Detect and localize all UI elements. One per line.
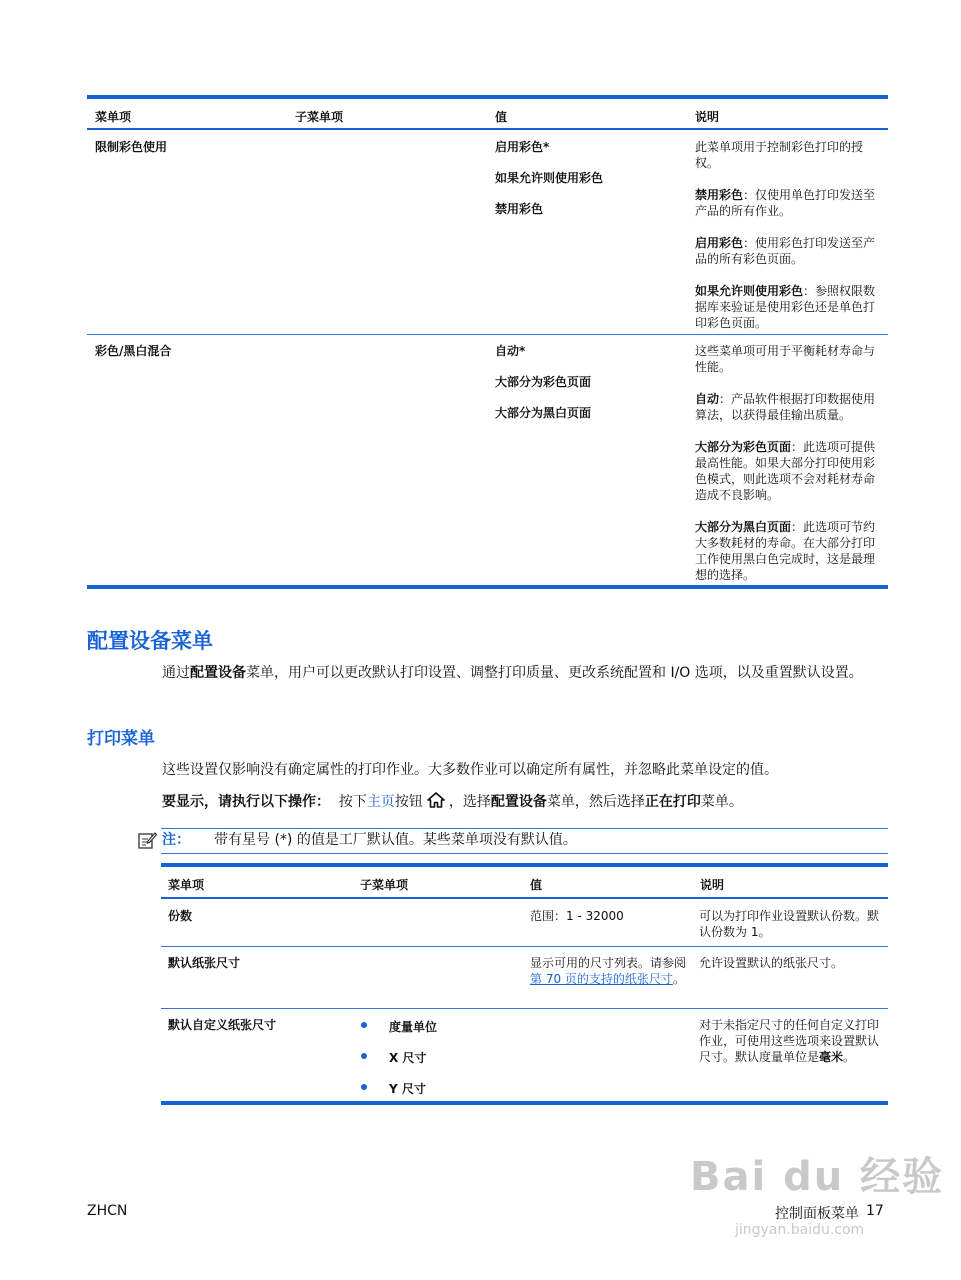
table1-row-divider [87,334,888,335]
section-title-configure-device: 配置设备菜单 [87,629,213,653]
home-link-text: 主页 [366,794,395,810]
list-item: 度量单位 [361,1018,437,1049]
desc-entry: 大部分为彩色页面：此选项可提供最高性能。如果大部分打印使用彩色模式，则此选项不会对耗材寿命造成不良影响。 [695,440,876,502]
table-row-description [695,343,881,599]
table2-top-rule [161,863,888,867]
desc-entry: 如果允许则使用彩色：参照权限数据库来验证是使用彩色还是单色打印彩色页面。 [695,284,876,330]
print-menu-paragraph: 这些设置仅影响没有确定属性的打印作业。大多数作业可以确定所有属性，并忽略此菜单设定的值。 [162,762,778,778]
value-option: 大部分为彩色页面 [495,375,592,389]
table2-header-item: 菜单项 [168,878,205,892]
value-option: 禁用彩色 [495,202,544,216]
table-row-description: 可以为打印作业设置默认份数。默认份数为 1。 [699,909,880,939]
note-top-rule [161,828,888,829]
value-option: 大部分为黑白页面 [495,406,592,420]
table-row-description [695,139,881,347]
section-title-print-menu: 打印菜单 [87,729,155,749]
table1-bottom-rule [87,585,888,589]
table2-row-divider [161,1008,888,1009]
supported-paper-sizes-link[interactable]: 第 70 页的支持的纸张尺寸 [530,972,673,986]
table1-header-value: 值 [495,110,508,124]
table2-row-divider [161,946,888,947]
note-icon [137,830,157,850]
value-option: 自动* [495,344,526,358]
table-row-item: 份数 [168,909,193,923]
value-option: 启用彩色* [495,140,550,154]
desc-intro: 这些菜单项可用于平衡耗材寿命与性能。 [695,344,876,374]
table1-header-sub: 子菜单项 [295,110,344,124]
table-row-values [495,343,675,436]
value-option: 如果允许则使用彩色 [495,171,604,185]
list-item: Y 尺寸 [361,1080,437,1111]
table-row-item: 默认自定义纸张尺寸 [168,1018,277,1032]
desc-entry: 大部分为黑白页面：此选项可节约大多数耗材的寿命。在大部分打印工作使用黑白色完成时，这是最理想的选择。 [695,520,876,582]
table-row-values [495,139,675,232]
table2-header-desc: 说明 [700,878,725,892]
table-row-description: 允许设置默认的纸张尺寸。 [699,956,844,970]
table-row-description: 对于未指定尺寸的任何自定义打印作业，可使用这些选项来设置默认尺寸。默认度量单位是毫米。 [699,1018,880,1064]
table-row-item: 默认纸张尺寸 [168,956,241,970]
submenu-list [361,1018,437,1111]
table1-header-item: 菜单项 [95,110,132,124]
note-text-line [162,830,577,850]
table-row-item: 彩色/黑白混合 [95,344,172,358]
table1-header-rule [87,128,888,130]
footer-left: ZHCN [87,1203,128,1219]
table-row-value: 显示可用的尺寸列表。请参阅第 70 页的支持的纸张尺寸。 [530,956,687,986]
note-text: 带有星号 (*) 的值是工厂默认值。某些菜单项没有默认值。 [214,832,577,848]
table2-header-sub: 子菜单项 [360,878,409,892]
desc-entry: 启用彩色：使用彩色打印发送至产品的所有彩色页面。 [695,236,876,266]
footer-section-name: 控制面板菜单 [775,1206,859,1222]
table1-top-rule [87,95,888,99]
table2-header-value: 值 [530,878,543,892]
note-label: 注： [162,832,190,848]
section-intro-paragraph: 通过配置设备菜单，用户可以更改默认打印设置、调整打印质量、更改系统配置和 I/O 选项，以及重置默认设置。 [162,665,863,681]
watermark-logo: Bai du 经验 [690,1154,945,1200]
table-row-value: 范围：1 - 32000 [530,909,624,923]
note-bottom-rule [161,853,888,854]
table2-header-rule [161,897,888,899]
instruction-line: 要显示，请执行以下操作： 按下主页按钮 ，选择配置设备菜单，然后选择正在打印菜单。 [162,794,743,810]
table2-bottom-rule [161,1101,888,1105]
table-row-item: 限制彩色使用 [95,140,168,154]
home-icon [423,792,449,808]
desc-entry: 自动：产品软件根据打印数据使用算法，以获得最佳输出质量。 [695,392,876,422]
list-item: X 尺寸 [361,1049,437,1080]
desc-entry: 禁用彩色：仅使用单色打印发送至产品的所有作业。 [695,188,876,218]
page-number: 17 [866,1203,884,1219]
watermark-url: jingyan.baidu.com [735,1222,865,1238]
desc-intro: 此菜单项用于控制彩色打印的授权。 [695,140,864,170]
table1-header-desc: 说明 [695,110,720,124]
